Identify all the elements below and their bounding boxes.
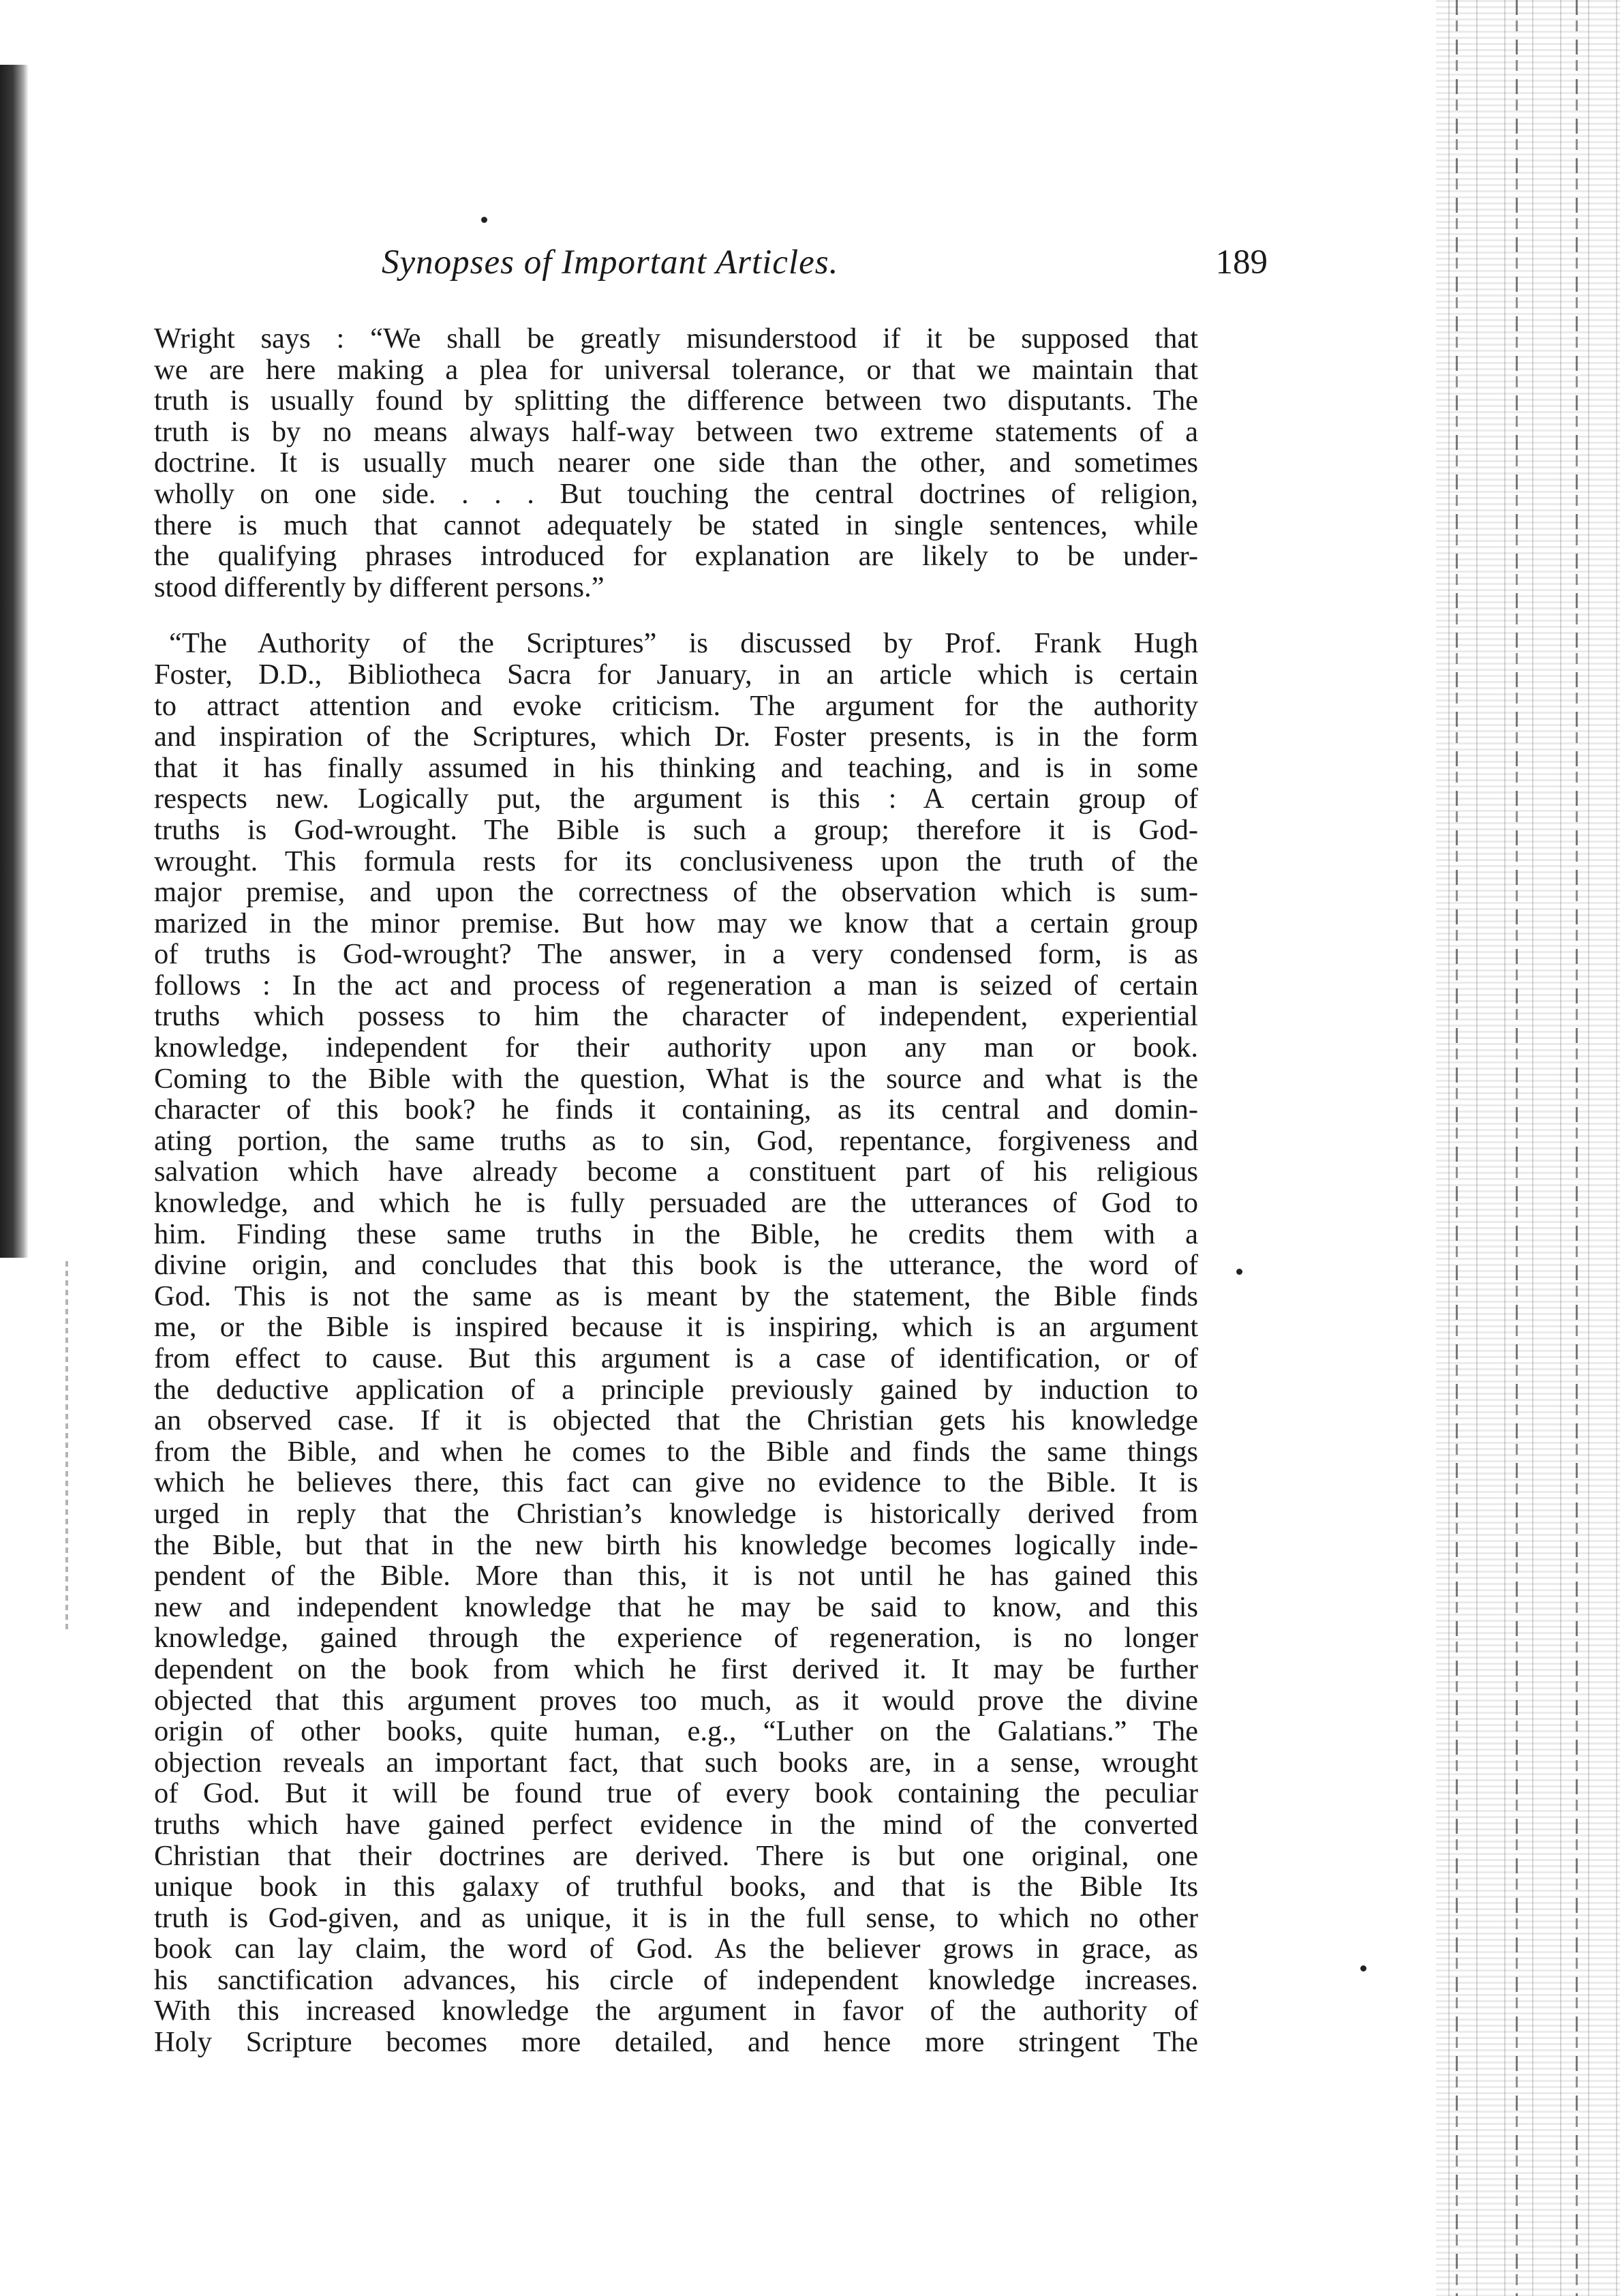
text-line: which he believes there, this fact can give no evidence to the Bible. It is bbox=[154, 1466, 1198, 1499]
text-line: pendent of the Bible. More than this, it is not until he has gained this bbox=[154, 1560, 1198, 1592]
page-number: 189 bbox=[1215, 243, 1268, 282]
text-line: ating portion, the same truths as to sin, God, repentance, forgiveness and bbox=[154, 1124, 1198, 1157]
text-line: truth is by no means always half-way between two extreme statements of a bbox=[154, 415, 1198, 448]
paragraph bbox=[154, 628, 1198, 2057]
text-line: Holy Scripture becomes more detailed, and hence more stringent The bbox=[154, 2026, 1198, 2059]
text-line: to attract attention and evoke criticism. The argument for the authority bbox=[154, 689, 1198, 722]
text-line: the Bible, but that in the new birth his knowledge becomes logically inde- bbox=[154, 1528, 1198, 1561]
paragraph bbox=[154, 323, 1198, 603]
text-line: objection reveals an important fact, that such books are, in a sense, wrought bbox=[154, 1746, 1198, 1779]
page-edge-right-line bbox=[1576, 0, 1578, 2296]
text-line: respects new. Logically put, the argument is this : A certain group of bbox=[154, 783, 1198, 815]
text-line: wrought. This formula rests for its conclusiveness upon the truth of the bbox=[154, 845, 1198, 877]
text-line: Foster, D.D., Bibliotheca Sacra for January, in an article which is certain bbox=[154, 658, 1198, 691]
text-line: objected that this argument proves too much, as it would prove the divine bbox=[154, 1684, 1198, 1717]
text-line: truth is God-given, and as unique, it is in the full sense, to which no other bbox=[154, 1901, 1198, 1934]
text-line: follows : In the act and process of regeneration a man is seized of certain bbox=[154, 969, 1198, 1001]
article-body bbox=[154, 323, 1198, 2058]
page-edge-left-shadow bbox=[0, 65, 29, 1258]
text-line: an observed case. If it is objected that the Christian gets his knowledge bbox=[154, 1404, 1198, 1437]
text-line: dependent on the book from which he first derived it. It may be further bbox=[154, 1652, 1198, 1685]
text-line: God. This is not the same as is meant by the statement, the Bible finds bbox=[154, 1280, 1198, 1312]
text-line: wholly on one side. . . . But touching the central doctrines of religion, bbox=[154, 477, 1198, 510]
text-line: Coming to the Bible with the question, What is the source and what is the bbox=[154, 1062, 1198, 1095]
text-line: and inspiration of the Scriptures, which Dr. Foster presents, is in the form bbox=[154, 721, 1198, 753]
ink-speck bbox=[1236, 1269, 1242, 1275]
text-line: the deductive application of a principle previously gained by induction to bbox=[154, 1373, 1198, 1406]
text-line: unique book in this galaxy of truthful books, and that is the Bible Its bbox=[154, 1871, 1198, 1903]
text-line: truths which possess to him the character of independent, experiential bbox=[154, 1000, 1198, 1033]
text-line: urged in reply that the Christian’s knowledge is historically derived from bbox=[154, 1497, 1198, 1530]
text-line: his sanctification advances, his circle of independent knowledge increases. bbox=[154, 1963, 1198, 1996]
text-line: truths is God-wrought. The Bible is such a group; therefore it is God- bbox=[154, 813, 1198, 846]
text-line: “The Authority of the Scriptures” is discussed by Prof. Frank Hugh bbox=[169, 627, 1198, 660]
text-line: knowledge, and which he is fully persuaded are the utterances of God to bbox=[154, 1187, 1198, 1220]
text-line: knowledge, independent for their authority upon any man or book. bbox=[154, 1031, 1198, 1064]
text-line: salvation which have already become a constituent part of his religious bbox=[154, 1155, 1198, 1188]
ink-speck bbox=[1360, 1965, 1366, 1972]
text-line: character of this book? he finds it containing, as its central and domin- bbox=[154, 1093, 1198, 1126]
text-line: major premise, and upon the correctness of the observation which is sum- bbox=[154, 876, 1198, 909]
running-header bbox=[382, 243, 1268, 290]
text-line: knowledge, gained through the experience of regeneration, is no longer bbox=[154, 1622, 1198, 1655]
text-line: book can lay claim, the word of God. As the believer grows in grace, as bbox=[154, 1933, 1198, 1965]
ink-speck bbox=[481, 217, 487, 223]
text-line: truth is usually found by splitting the difference between two disputants. The bbox=[154, 384, 1198, 417]
text-line: the qualifying phrases introduced for explanation are likely to be under- bbox=[154, 540, 1198, 573]
text-line: truths which have gained perfect evidence in the mind of the converted bbox=[154, 1808, 1198, 1841]
text-line: new and independent knowledge that he may be said to know, and this bbox=[154, 1590, 1198, 1623]
running-title: Synopses of Important Articles. bbox=[382, 243, 839, 282]
text-line: there is much that cannot adequately be stated in single sentences, while bbox=[154, 509, 1198, 541]
text-line: him. Finding these same truths in the Bible, he credits them with a bbox=[154, 1218, 1198, 1250]
text-line: me, or the Bible is inspired because it is inspiring, which is an argument bbox=[154, 1311, 1198, 1344]
text-line: from effect to cause. But this argument is a case of identification, or of bbox=[154, 1342, 1198, 1374]
text-line: marized in the minor premise. But how may we know that a certain group bbox=[154, 907, 1198, 939]
page-edge-right-line bbox=[1516, 0, 1518, 2296]
text-line: With this increased knowledge the argument in favor of the authority of bbox=[154, 1995, 1198, 2027]
page-edge-right-bleedthrough bbox=[1436, 0, 1620, 2296]
text-line: of God. But it will be found true of every book containing the peculiar bbox=[154, 1777, 1198, 1810]
text-line: of truths is God-wrought? The answer, in a very condensed form, is as bbox=[154, 938, 1198, 971]
text-line: that it has finally assumed in his thinking and teaching, and is in some bbox=[154, 751, 1198, 784]
text-line: Wright says : “We shall be greatly misunderstood if it be supposed that bbox=[154, 322, 1198, 354]
page-edge-right-line bbox=[1456, 0, 1458, 2296]
text-line: stood differently by different persons.” bbox=[154, 571, 605, 603]
text-line: Christian that their doctrines are derived. There is but one original, one bbox=[154, 1839, 1198, 1872]
paragraph-gap bbox=[154, 603, 1198, 628]
text-line: from the Bible, and when he comes to the Bible and finds the same things bbox=[154, 1435, 1198, 1468]
text-line: divine origin, and concludes that this book is the utterance, the word of bbox=[154, 1249, 1198, 1282]
text-line: doctrine. It is usually much nearer one side than the other, and sometimes bbox=[154, 447, 1198, 479]
text-line: we are here making a plea for universal tolerance, or that we maintain that bbox=[154, 353, 1198, 386]
text-line: origin of other books, quite human, e.g., “Luther on the Galatians.” The bbox=[154, 1715, 1198, 1748]
page-edge-left-marks bbox=[65, 1261, 68, 1629]
